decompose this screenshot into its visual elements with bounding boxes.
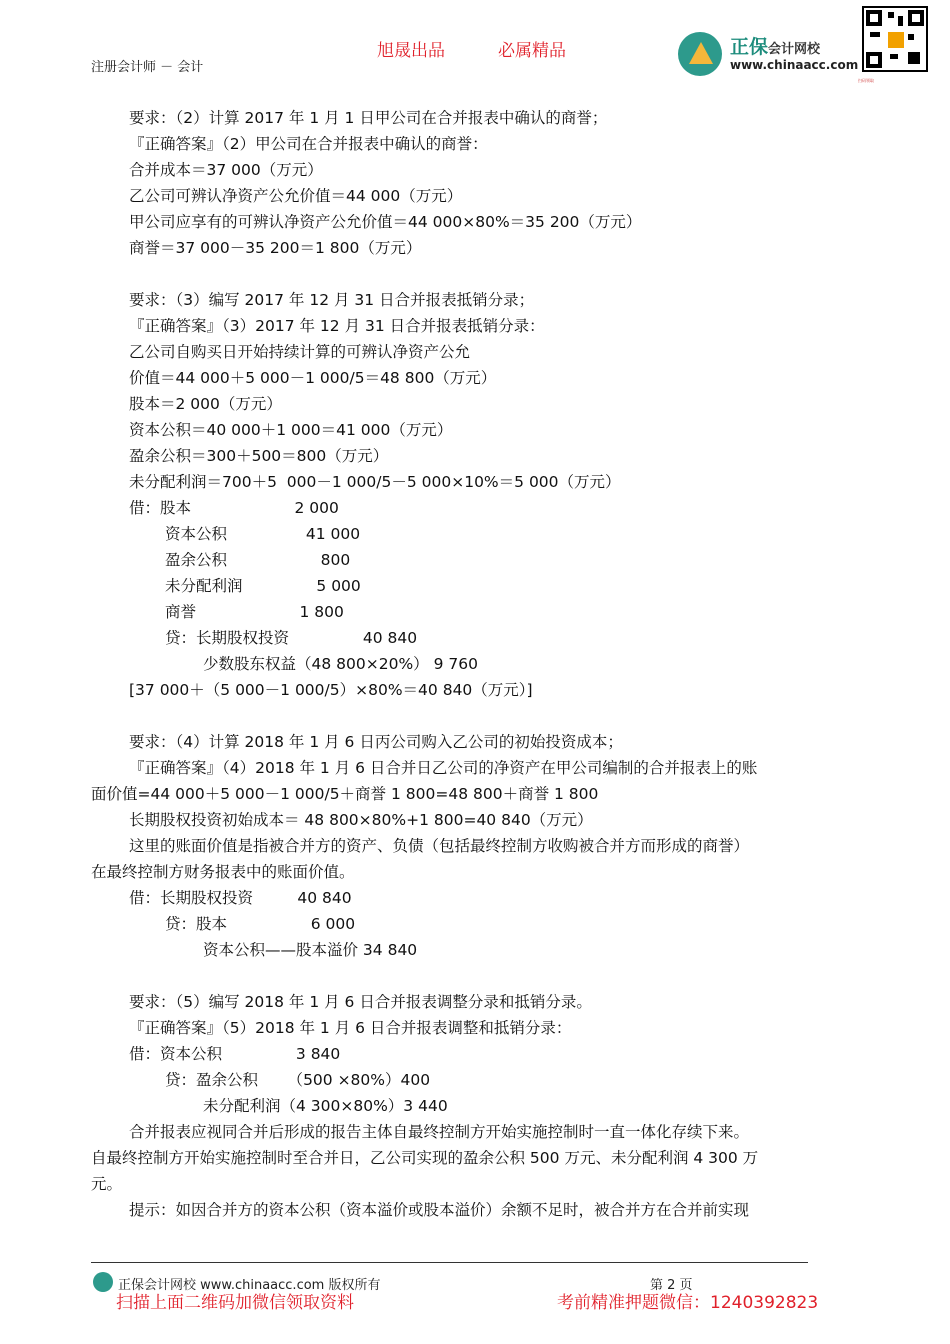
text-line: 合并报表应视同合并后形成的报告主体自最终控制方开始实施控制时一直一体化存续下来。 <box>129 1123 750 1141</box>
text-line: 乙公司自购买日开始持续计算的可辨认净资产公允 <box>129 343 471 361</box>
text-line: 要求：（2）计算 2017 年 1 月 1 日甲公司在合并报表中确认的商誉； <box>129 109 608 127</box>
promo-right: 考前精准押题微信：1240392823 <box>557 1293 819 1313</box>
promo-left: 扫描上面二维码加微信领取资料 <box>116 1293 354 1313</box>
footer-divider <box>91 1262 808 1263</box>
text-line: 元。 <box>91 1175 123 1193</box>
journal-line: 资本公积——股本溢价 34 840 <box>203 941 418 959</box>
journal-line: 借：长期股权投资 40 840 <box>129 889 352 907</box>
text-line: 面价值=44 000＋5 000－1 000/5＋商誉 1 800=48 800＋商誉 1 800 <box>91 785 599 803</box>
qr-code-icon <box>862 6 928 72</box>
journal-line: 未分配利润 5 000 <box>165 577 361 595</box>
text-line: 在最终控制方财务报表中的账面价值。 <box>91 863 355 881</box>
journal-line: 资本公积 41 000 <box>165 525 361 543</box>
course-title: 注册会计师 － 会计 <box>91 60 204 75</box>
footer-logo-icon <box>93 1272 113 1292</box>
text-line: 盈余公积＝300＋500＝800（万元） <box>129 447 389 465</box>
text-line: 甲公司应享有的可辨认净资产公允价值＝44 000×80%＝35 200（万元） <box>129 213 642 231</box>
journal-line: 借：股本 2 000 <box>129 499 339 517</box>
journal-line: 商誉 1 800 <box>165 603 344 621</box>
brand-logo[interactable] <box>676 30 859 80</box>
logo-url: www.chinaacc.com <box>730 58 859 72</box>
header-tagline-left: 旭晟出品 <box>377 41 445 61</box>
text-line: 商誉＝37 000－35 200＝1 800（万元） <box>129 239 422 257</box>
text-line: 『正确答案』（3）2017 年 12 月 31 日合并报表抵销分录： <box>129 317 545 335</box>
text-line: 合并成本＝37 000（万元） <box>129 161 323 179</box>
text-line: 要求：（4）计算 2018 年 1 月 6 日丙公司购入乙公司的初始投资成本； <box>129 733 623 751</box>
text-line: 要求：（5）编写 2018 年 1 月 6 日合并报表调整分录和抵销分录。 <box>129 993 592 1011</box>
text-line: 『正确答案』（4）2018 年 1 月 6 日合并日乙公司的净资产在甲公司编制的合并报表上的账 <box>129 759 758 777</box>
logo-icon <box>678 32 722 76</box>
text-line: 要求：（3）编写 2017 年 12 月 31 日合并报表抵销分录； <box>129 291 535 309</box>
qr-caption: 扫码领取 <box>858 78 874 83</box>
journal-line: 贷：股本 6 000 <box>165 915 356 933</box>
header-tagline-right: 必属精品 <box>498 41 566 61</box>
journal-line: 贷：盈余公积 （500 ×80%）400 <box>165 1071 431 1089</box>
text-line: 长期股权投资初始成本＝ 48 800×80%+1 800=40 840（万元） <box>129 811 593 829</box>
text-line: 乙公司可辨认净资产公允价值＝44 000（万元） <box>129 187 463 205</box>
text-line: 这里的账面价值是指被合并方的资产、负债（包括最终控制方收购被合并方而形成的商誉） <box>129 837 750 855</box>
text-line: 未分配利润＝700＋5 000－1 000/5－5 000×10%＝5 000（万元） <box>129 473 621 491</box>
footer-copyright: 正保会计网校 www.chinaacc.com 版权所有 <box>118 1278 381 1293</box>
journal-line: 少数股东权益（48 800×20%） 9 760 <box>203 655 478 673</box>
text-line: 『正确答案』（2）甲公司在合并报表中确认的商誉： <box>129 135 488 153</box>
journal-line: 借：资本公积 3 840 <box>129 1045 341 1063</box>
text-line: [37 000＋（5 000－1 000/5）×80%＝40 840（万元）] <box>129 681 533 699</box>
logo-subtitle: 会计网校 <box>768 42 821 57</box>
journal-line: 未分配利润（4 300×80%）3 440 <box>203 1097 448 1115</box>
text-line: 股本＝2 000（万元） <box>129 395 282 413</box>
text-line: 提示：如因合并方的资本公积（资本溢价或股本溢价）余额不足时，被合并方在合并前实现 <box>129 1201 750 1219</box>
text-line: 『正确答案』（5）2018 年 1 月 6 日合并报表调整和抵销分录： <box>129 1019 572 1037</box>
page-number: 第 2 页 <box>650 1278 693 1293</box>
text-line: 自最终控制方开始实施控制时至合并日，乙公司实现的盈余公积 500 万元、未分配利润 4 300 万 <box>91 1149 759 1167</box>
text-line: 价值＝44 000＋5 000－1 000/5＝48 800（万元） <box>129 369 497 387</box>
journal-line: 贷：长期股权投资 40 840 <box>165 629 418 647</box>
text-line: 资本公积＝40 000＋1 000＝41 000（万元） <box>129 421 453 439</box>
journal-line: 盈余公积 800 <box>165 551 351 569</box>
logo-title: 正保 <box>730 36 769 58</box>
